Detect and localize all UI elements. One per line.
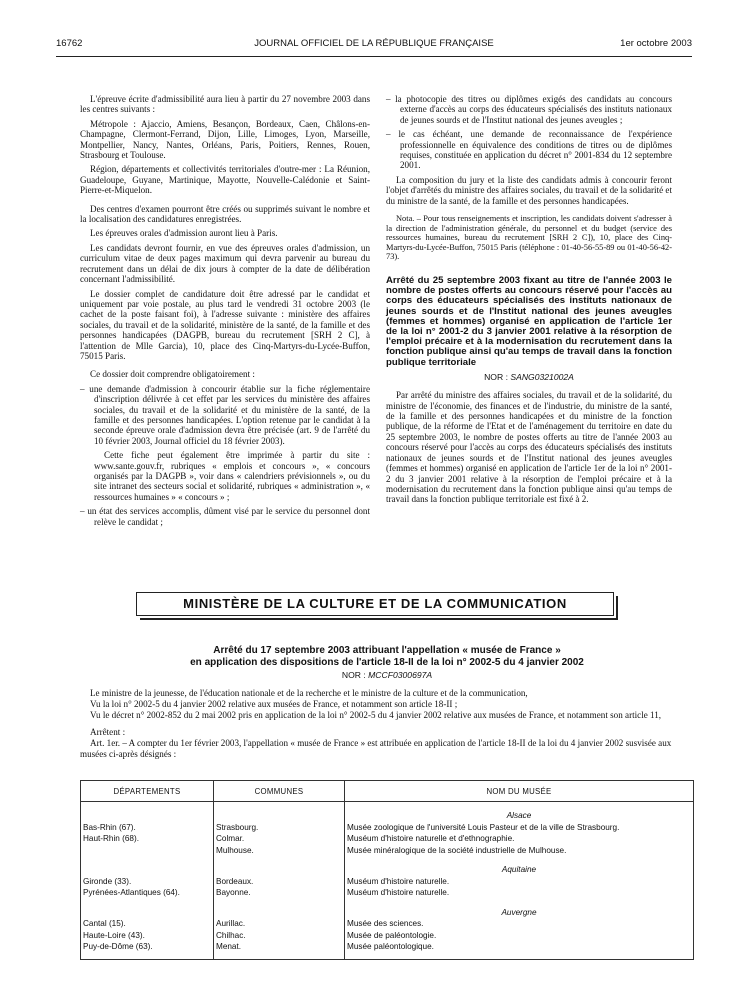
- musee-cell: Muséum d'histoire naturelle.: [345, 887, 694, 899]
- departement-cell: Cantal (15).: [81, 918, 214, 930]
- list-item: – une demande d'admission à concourir établie sur la fiche réglementaire d'inscription délivrée à cet effet par les services du ministère des affaires sociales, du travail et de la solidarité et du ministère de la santé, de la famille et des personnes handicapées. L'option retenue par le candidat à la seconde épreuve orale d'admission devra être précisée (art. 9 de l'arrêté du 10 février 2003, Journal officiel du 18 février 2003).: [80, 383, 370, 446]
- departement-cell: Haute-Loire (43).: [81, 930, 214, 942]
- paragraph: Vu la loi n° 2002-5 du 4 janvier 2002 relative aux musées de France, et notamment son article 18-II ;: [90, 699, 458, 709]
- table-row: [81, 918, 694, 930]
- article-paragraph: Art. 1er. – A compter du 1er février 2003, l'appellation « musée de France » est attribuée en application de l'article 18-II de la loi du 4 janvier 2002 susvisée aux musées ci-après désignés :: [80, 738, 672, 759]
- paragraph: Région, départements et collectivités territoriales d'outre-mer : La Réunion, Guadeloupe, Guyane, Martinique, Mayotte, Nouvelle-Calédonie et Saint-Pierre-et-Miquelon.: [80, 164, 370, 196]
- musee-cell: Muséum d'histoire naturelle et d'ethnographie.: [345, 833, 694, 845]
- list-item-note: Cette fiche peut également être imprimée à partir du site : www.sante.gouv.fr, rubriques « emplois et concours », « concours organisés par la DAGPB », voir dans « calendriers prévisionnels », ou du site intranet des secteurs social et solidarité, rubriques « administration », « ressources humaines » « concours » ;: [94, 450, 370, 502]
- commune-cell: Menat.: [214, 941, 345, 953]
- paragraph: Métropole : Ajaccio, Amiens, Besançon, Bordeaux, Caen, Châlons-en-Champagne, Clermont-Ferrand, Dijon, Lille, Limoges, Lyon, Marseille, Montpellier, Nancy, Nantes, Orléans, Paris, Poitiers, Rennes, Rouen, Strasbourg et Toulouse.: [80, 118, 370, 161]
- commune-cell: Strasbourg.: [214, 822, 345, 834]
- paragraph: L'épreuve écrite d'admissibilité aura lieu à partir du 27 novembre 2003 dans les centres suivants :: [80, 94, 370, 115]
- culture-nor-reference: [80, 670, 694, 680]
- table-row: [81, 930, 694, 942]
- column-header: DÉPARTEMENTS: [81, 781, 214, 802]
- commune-cell: Colmar.: [214, 833, 345, 845]
- musees-table: [80, 780, 694, 960]
- musee-cell: Musée des sciences.: [345, 918, 694, 930]
- list-item: – un état des services accomplis, dûment visé par le service du personnel dont relève le candidat ;: [80, 506, 370, 527]
- culture-arrete-title: [80, 645, 694, 669]
- musee-cell: Musée zoologique de l'université Louis Pasteur et de la ville de Strasbourg.: [345, 822, 694, 834]
- nota-paragraph: Nota. – Pour tous renseignements et inscription, les candidats doivent s'adresser à la direction de l'administration générale, du personnel et du budget (service des ressources humaines, bureau du recrutement [SRH 2 C]), 10, place des Cinq-Martyrs-du-Lycée-Buffon, 75015 Paris (téléphone : 01-40-56-55-89 ou 01-40-56-42-73).: [386, 214, 672, 262]
- ministry-banner: MINISTÈRE DE LA CULTURE ET DE LA COMMUNICATION: [136, 592, 614, 616]
- nor-label: NOR :: [484, 371, 508, 382]
- commune-cell: Mulhouse.: [214, 845, 345, 857]
- nor-label: NOR :: [341, 670, 366, 680]
- paragraph: Les épreuves orales d'admission auront lieu à Paris.: [90, 228, 278, 239]
- departement-cell: Bas-Rhin (67).: [81, 822, 214, 834]
- paragraph: La composition du jury et la liste des candidats admis à concourir feront l'objet d'arrêtés du ministre des affaires sociales, du travail et de la solidarité et du ministre de la santé, de la famille et des personnes handicapées.: [386, 174, 672, 206]
- table-row: [81, 876, 694, 888]
- nor-code: SANG0321002A: [510, 371, 574, 382]
- musee-cell: Muséum d'histoire naturelle.: [345, 876, 694, 888]
- commune-cell: Bayonne.: [214, 887, 345, 899]
- table-row: [81, 941, 694, 953]
- list-item: – le cas échéant, une demande de reconnaissance de l'expérience professionnelle en équivalence des conditions de titres ou de diplômes requises, constituée en application du décret n° 2001-834 du 12 septembre 2001.: [386, 129, 672, 171]
- paragraph: Le ministre de la jeunesse, de l'éducation nationale et de la recherche et le ministre de la culture et de la communication,: [90, 688, 528, 698]
- column-header: NOM DU MUSÉE: [345, 781, 694, 802]
- paragraph: Vu le décret n° 2002-852 du 2 mai 2002 pris en application de la loi n° 2002-5 du 4 janvier 2002 relative aux musées de France, et notamment son article 11,: [90, 710, 662, 720]
- table-header-row: [81, 781, 694, 802]
- left-column: [80, 94, 370, 531]
- musee-cell: Musée de paléontologie.: [345, 930, 694, 942]
- musee-cell: Musée paléontologique.: [345, 941, 694, 953]
- culture-arrete-body: [80, 688, 694, 760]
- departement-cell: Puy-de-Dôme (63).: [81, 941, 214, 953]
- paragraph: Ce dossier doit comprendre obligatoirement :: [90, 369, 255, 380]
- table-row: [81, 822, 694, 834]
- list-item: – la photocopie des titres ou diplômes exigés des candidats au concours externe d'accès au corps des éducateurs spécialisés des instituts nationaux de jeunes sourds et de l'Institut national des jeunes aveugles ;: [386, 94, 672, 125]
- region-name: Alsace: [345, 802, 694, 822]
- commune-cell: Aurillac.: [214, 918, 345, 930]
- region-row: [81, 856, 694, 876]
- region-name: Aquitaine: [345, 856, 694, 876]
- page-header: [56, 38, 692, 54]
- issue-date: 1er octobre 2003: [620, 38, 692, 49]
- departement-cell: Haut-Rhin (68).: [81, 833, 214, 845]
- departement-cell: Gironde (33).: [81, 876, 214, 888]
- arrete-title: Arrêté du 25 septembre 2003 fixant au titre de l'année 2003 le nombre de postes offerts au concours réservé pour l'accès au corps des éducateurs spécialisés des instituts nationaux de jeunes sourds et de l'Institut national des jeunes aveugles (femmes et hommes) organisé en application de l'article 1er de la loi n° 2001-2 du 3 janvier 2001 relative à la résorption de l'emploi précaire et à la modernisation du recrutement dans la fonction publique ainsi qu'au temps de travail dans la fonction publique territoriale: [386, 275, 672, 368]
- table-bottom: [81, 953, 694, 960]
- paragraph: Arrêtent :: [90, 727, 126, 737]
- journal-title: JOURNAL OFFICIEL DE LA RÉPUBLIQUE FRANÇAISE: [254, 38, 494, 49]
- commune-cell: Chilhac.: [214, 930, 345, 942]
- title-line: en application des dispositions de l'article 18-II de la loi n° 2002-5 du 4 janvier 2002: [190, 657, 584, 668]
- arrete-body: Par arrêté du ministre des affaires sociales, du travail et de la solidarité, du ministre de l'économie, des finances et de l'industrie, du ministre de la santé, de la famille et des personnes handicapées et du ministre de la fonction publique, de la réforme de l'Etat et de l'aménagement du territoire en date du 25 septembre 2003, le nombre de postes offerts au titre de l'année 2003 au concours réservé pour l'accès au corps des éducateurs spécialisés des instituts nationaux de jeunes sourds et de l'Institut national des jeunes aveugles (femmes et hommes) organisé en application de l'article 1er de la loi n° 2001-2 du 3 janvier 2001 relative à la résorption de l'emploi précaire et à la modernisation du recrutement dans la fonction publique ainsi qu'au temps de travail dans la fonction publique territoriale est fixé à 2.: [386, 390, 672, 505]
- header-rule: [56, 56, 692, 57]
- table-row: [81, 845, 694, 857]
- departement-cell: Pyrénées-Atlantiques (64).: [81, 887, 214, 899]
- nor-reference: [386, 372, 672, 382]
- right-column: [386, 94, 672, 509]
- region-row: [81, 802, 694, 822]
- region-name: Auvergne: [345, 899, 694, 919]
- paragraph: Les candidats devront fournir, en vue des épreuves orales d'admission, un curriculum vitae de deux pages maximum qui devra parvenir au bureau du recrutement dans un délai de dix jours à compter de la date de délibération concernant l'admissibilité.: [80, 242, 370, 285]
- table-row: [81, 833, 694, 845]
- departement-cell: [81, 845, 214, 857]
- region-row: [81, 899, 694, 919]
- nor-code: MCCF0300697A: [368, 670, 433, 680]
- paragraph: Des centres d'examen pourront être créés ou supprimés suivant le nombre et la localisation des candidatures enregistrées.: [80, 203, 370, 225]
- title-line: Arrêté du 17 septembre 2003 attribuant l'appellation « musée de France »: [213, 645, 561, 656]
- table-row: [81, 887, 694, 899]
- musee-cell: Musée minéralogique de la société industrielle de Mulhouse.: [345, 845, 694, 857]
- paragraph: Le dossier complet de candidature doit être adressé par le candidat et uniquement par voie postale, au plus tard le vendredi 31 octobre 2003 (le cachet de la poste faisant foi), à l'adresse suivante : ministère des affaires sociales, du travail et de la solidarité, ministère de la santé, de la famille et des personnes handicapées (DAGPB, bureau du recrutement [SRH 2 C], à l'attention de Mlle Garcia), 10, place des Cinq-Martyrs-du-Lycée-Buffon, 75015 Paris.: [80, 288, 370, 361]
- page-number: 16762: [56, 38, 83, 49]
- column-header: COMMUNES: [214, 781, 345, 802]
- commune-cell: Bordeaux.: [214, 876, 345, 888]
